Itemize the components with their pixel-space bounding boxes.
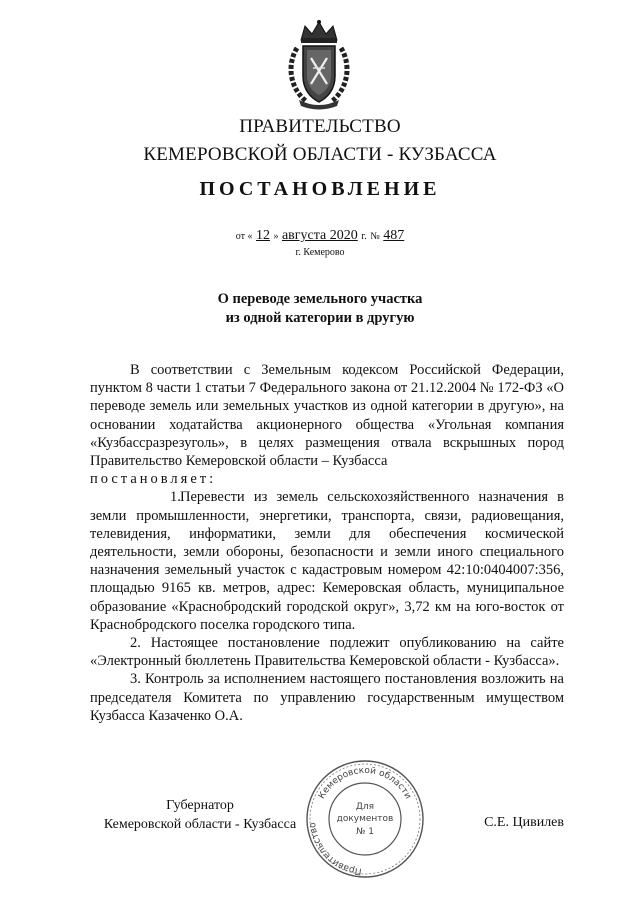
subject-line-1: О переводе земельного участка: [217, 291, 423, 307]
item-1-number: 1.: [170, 489, 181, 506]
document-body: [90, 361, 564, 725]
item-3-paragraph: 3. Контроль за исполнением настоящего постановления возложить на председателя Комитета по управлению государственным имуществом Кузбасса Казаченко О.А.: [90, 671, 564, 724]
stamp-line-3: № 1: [356, 827, 374, 837]
stamp-line-1: Для: [355, 802, 375, 812]
item-2-paragraph: 2. Настоящее постановление подлежит опубликованию на сайте «Электронный бюллетень Правительства Кемеровской области - Кузбасса».: [90, 635, 564, 670]
decree-word: [90, 470, 564, 488]
preamble-paragraph: В соответствии с Земельным кодексом Российской Федерации, пунктом 8 части 1 статьи 7 Федерального закона от 21.12.2004 № 172-ФЗ «О переводе земель или земельных участков из одной категории в другую», на основании ходатайства акционерного общества «Угольная компания «Кузбассразрезуголь», в целях размещения отвала вскрышных пород Правительство Кемеровской области – Кузбасса: [90, 362, 564, 470]
document-type: ПОСТАНОВЛЕНИЕ: [199, 178, 441, 200]
city: г. Кемерово: [295, 247, 345, 258]
date-month-year: августа 2020: [281, 228, 358, 243]
date-suffix: г.: [361, 231, 367, 242]
org-name-line-1: ПРАВИТЕЛЬСТВО: [239, 116, 401, 137]
document-number: 487: [383, 228, 405, 243]
decree-word-text: постановляет:: [90, 471, 217, 488]
official-stamp: [303, 757, 427, 881]
date-prefix: от «: [235, 231, 253, 242]
coat-of-arms-emblem: [283, 18, 355, 110]
stamp-outer-text: Правительство: [308, 821, 363, 876]
item-1-text: Перевести из земель сельскохозяйственного назначения в земли промышленности, энергетики, транспорта, связи, радиовещания, телевидения, информатики, земли для обеспечения космической деятельности, земли обороны, безопасности и земли иного специального назначения земельный участок с кадастровым номером 42:10:0404007:356, площадью 9165 кв. метров, адрес: Кемеровская область, муниципальное образование «Краснобродский городской округ», 3,72 км на юго-восток от Краснобродского поселка городского типа.: [90, 489, 564, 633]
date-day: 12: [255, 228, 270, 243]
document-subject: [0, 290, 640, 328]
stamp-ring-text: Кемеровской области: [317, 765, 413, 801]
date-line: [0, 228, 640, 244]
subject-line-2: из одной категории в другую: [225, 310, 415, 326]
number-label: №: [370, 231, 380, 242]
signatory-title-line-1: Губернатор: [166, 798, 234, 813]
signatory-title-line-2: Кемеровской области - Кузбасса: [103, 817, 297, 832]
stamp-line-2: документов: [336, 814, 394, 824]
item-1-paragraph: [90, 488, 564, 634]
signatory-title: [90, 796, 310, 834]
date-separator: »: [273, 231, 279, 242]
signatory-name: С.Е. Цивилев: [484, 815, 564, 830]
org-name-line-2: КЕМЕРОВСКОЙ ОБЛАСТИ - КУЗБАССА: [143, 144, 497, 165]
